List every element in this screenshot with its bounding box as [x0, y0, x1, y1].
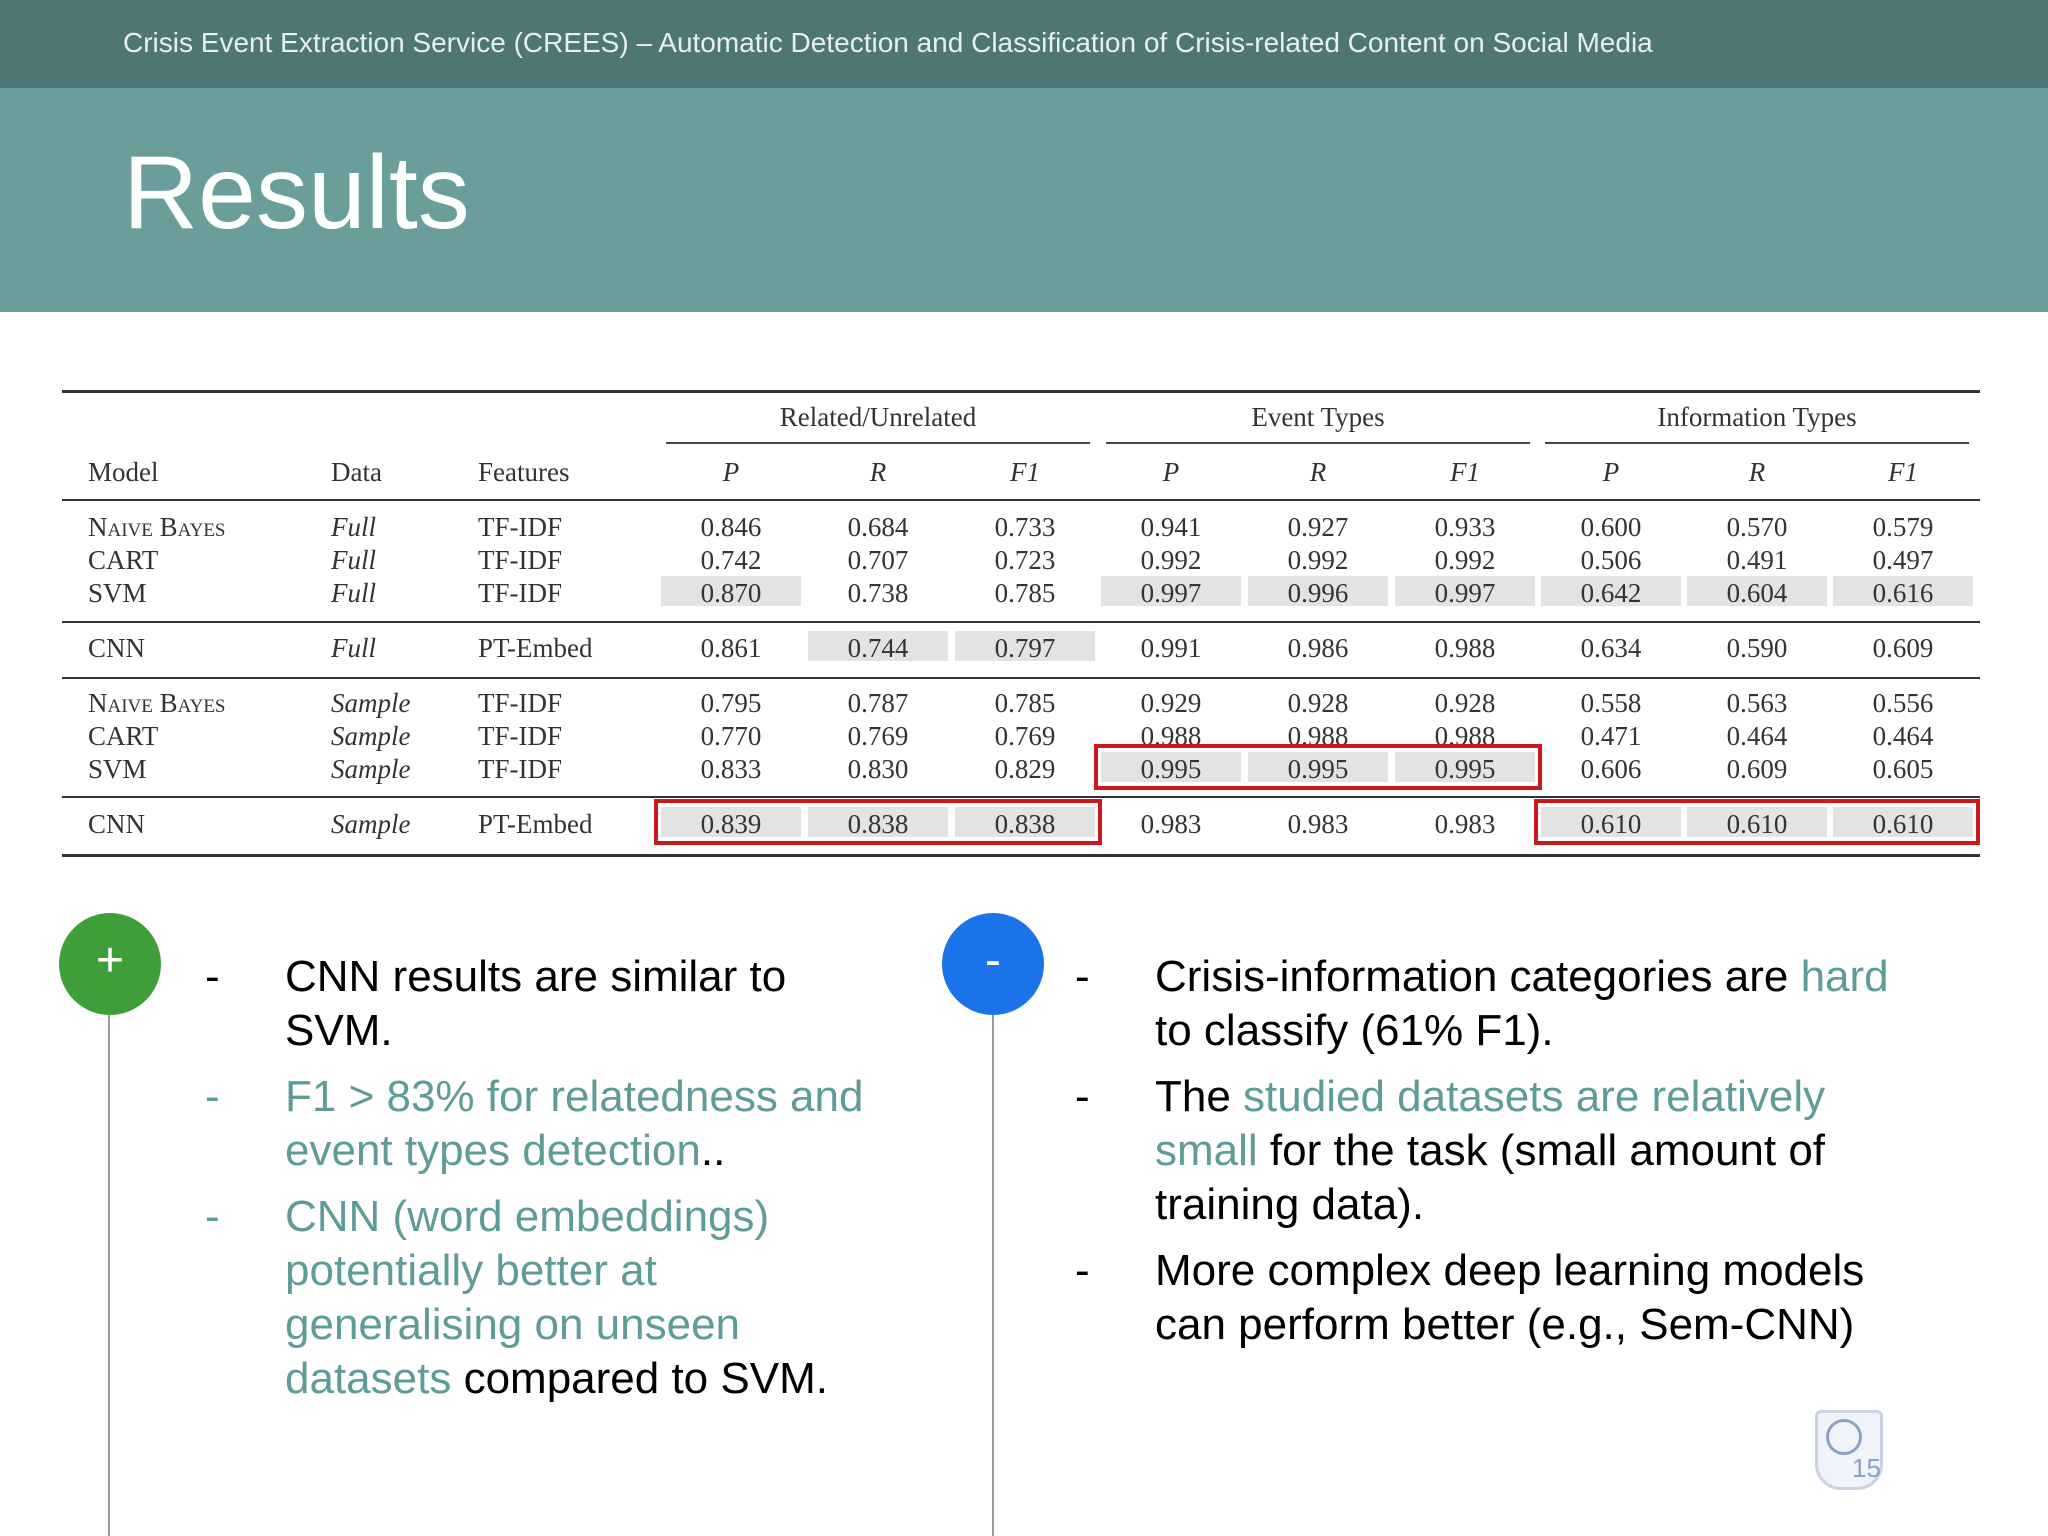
metric-value: 0.563	[1726, 688, 1788, 718]
metric-value: 0.785	[994, 578, 1056, 608]
metric-value: 0.833	[700, 754, 762, 784]
bullet-text-prefix: Crisis-information categories are	[1155, 952, 1801, 1001]
metric-value: 0.983	[1140, 809, 1202, 839]
metric-value: 0.830	[847, 754, 909, 784]
metric-value: 0.606	[1580, 754, 1642, 784]
metric-value: 0.684	[847, 512, 909, 542]
cons-bullet	[1075, 1244, 1935, 1352]
metric-value: 0.604	[1726, 578, 1788, 608]
metric-value: 0.707	[847, 545, 909, 575]
features-type: PT-Embed	[478, 633, 593, 663]
pros-timeline-line	[108, 1015, 110, 1536]
column-header: R	[869, 457, 887, 487]
model-name: Naive Bayes	[88, 512, 226, 542]
bullet-text: CNN results are similar to SVM.	[285, 952, 787, 1055]
metric-value: 0.838	[847, 809, 909, 839]
metric-value: 0.861	[700, 633, 762, 663]
data-type: Sample	[331, 754, 411, 784]
features-type: TF-IDF	[478, 721, 563, 751]
metric-value: 0.610	[1580, 809, 1642, 839]
bullet-dash: -	[205, 1072, 220, 1121]
column-header: P	[1602, 457, 1620, 487]
bullet-highlight-text: CNN (word embeddings) potentially better at generalising on unseen datasets	[285, 1192, 770, 1403]
bullet-text-prefix: The	[1155, 1072, 1244, 1121]
metric-value: 0.991	[1140, 633, 1202, 663]
data-type: Full	[331, 545, 376, 575]
data-type: Full	[331, 633, 376, 663]
metric-value: 0.610	[1872, 809, 1934, 839]
metric-value: 0.988	[1434, 721, 1496, 751]
metric-value: 0.590	[1726, 633, 1788, 663]
title-bar	[0, 88, 2048, 312]
university-logo-icon	[1815, 1410, 1883, 1490]
plus-icon: +	[59, 913, 161, 1015]
features-type: TF-IDF	[478, 688, 563, 718]
table-rule	[62, 854, 1980, 857]
model-name: CNN	[88, 809, 146, 839]
bullet-dash: -	[1075, 1246, 1090, 1295]
metric-value: 0.744	[847, 633, 909, 663]
metric-value: 0.797	[994, 633, 1056, 663]
cons-bullet	[1075, 1070, 1935, 1232]
data-type: Sample	[331, 721, 411, 751]
table-rule	[62, 677, 1980, 679]
column-header: P	[1162, 457, 1180, 487]
metric-value: 0.992	[1434, 545, 1496, 575]
top-bar	[0, 0, 2048, 88]
pros-bullet	[205, 1070, 885, 1178]
metric-value: 0.986	[1287, 633, 1349, 663]
metric-value: 0.497	[1872, 545, 1934, 575]
model-name: CART	[88, 721, 159, 751]
group-header-rule	[1545, 442, 1969, 444]
data-type: Sample	[331, 809, 411, 839]
features-type: TF-IDF	[478, 578, 563, 608]
metric-value: 0.988	[1434, 633, 1496, 663]
metric-value: 0.941	[1140, 512, 1202, 542]
features-type: TF-IDF	[478, 545, 563, 575]
metric-value: 0.742	[700, 545, 762, 575]
model-name: CART	[88, 545, 159, 575]
model-name: SVM	[88, 754, 147, 784]
metric-value: 0.928	[1434, 688, 1496, 718]
metric-value: 0.600	[1580, 512, 1642, 542]
best-result-highlight	[654, 799, 1102, 845]
table-rule	[62, 390, 1980, 393]
group-header: Event Types	[1251, 402, 1385, 432]
results-table	[62, 382, 1980, 862]
model-name: Naive Bayes	[88, 688, 226, 718]
metric-value: 0.983	[1434, 809, 1496, 839]
slide-title: Results	[123, 135, 470, 251]
column-header: P	[722, 457, 740, 487]
pros-bullet	[205, 1190, 885, 1406]
bullet-text-suffix: ..	[700, 1126, 726, 1175]
metric-value: 0.609	[1726, 754, 1788, 784]
metric-value: 0.770	[700, 721, 762, 751]
metric-value: 0.785	[994, 688, 1056, 718]
metric-value: 0.787	[847, 688, 909, 718]
metric-value: 0.491	[1726, 545, 1788, 575]
features-type: PT-Embed	[478, 809, 593, 839]
metric-value: 0.983	[1287, 809, 1349, 839]
metric-value: 0.616	[1872, 578, 1934, 608]
metric-value: 0.610	[1726, 809, 1788, 839]
bullet-dash: -	[205, 952, 220, 1001]
metric-value: 0.846	[700, 512, 762, 542]
bullet-highlight-text: studied datasets are relatively small	[1155, 1072, 1826, 1175]
column-header: Data	[331, 457, 382, 487]
page-number: 15	[1852, 1453, 1881, 1483]
metric-value: 0.933	[1434, 512, 1496, 542]
bullet-highlight-text: F1 > 83% for relatedness and event types detection	[285, 1072, 864, 1175]
best-result-highlight	[1534, 799, 1980, 845]
metric-value: 0.464	[1872, 721, 1934, 751]
bullet-text-suffix: to classify (61% F1).	[1155, 1006, 1554, 1055]
bullet-dash: -	[1075, 952, 1090, 1001]
column-header: R	[1748, 457, 1766, 487]
metric-value: 0.570	[1726, 512, 1788, 542]
metric-value: 0.996	[1287, 578, 1349, 608]
cons-timeline-line	[992, 1015, 994, 1536]
group-header-rule	[666, 442, 1090, 444]
metric-value: 0.995	[1287, 754, 1349, 784]
metric-value: 0.992	[1287, 545, 1349, 575]
metric-value: 0.642	[1580, 578, 1642, 608]
data-type: Full	[331, 578, 376, 608]
metric-value: 0.838	[994, 809, 1056, 839]
data-type: Full	[331, 512, 376, 542]
metric-value: 0.988	[1287, 721, 1349, 751]
metric-value: 0.795	[700, 688, 762, 718]
bullet-text: More complex deep learning models can perform better (e.g., Sem-CNN)	[1155, 1246, 1865, 1349]
metric-value: 0.870	[700, 578, 762, 608]
bullet-text-suffix: compared to SVM.	[451, 1354, 828, 1403]
column-header: F1	[1010, 457, 1040, 487]
metric-value: 0.829	[994, 754, 1056, 784]
cons-list	[1075, 950, 1935, 1364]
bullet-dash: -	[1075, 1072, 1090, 1121]
data-type: Sample	[331, 688, 411, 718]
column-header: R	[1309, 457, 1327, 487]
metric-value: 0.839	[700, 809, 762, 839]
metric-value: 0.929	[1140, 688, 1202, 718]
metric-value: 0.995	[1140, 754, 1202, 784]
metric-value: 0.556	[1872, 688, 1934, 718]
metric-value: 0.997	[1140, 578, 1202, 608]
metric-value: 0.634	[1580, 633, 1642, 663]
metric-value: 0.471	[1580, 721, 1642, 751]
group-header-rule	[1106, 442, 1530, 444]
logo-ring	[1826, 1419, 1862, 1455]
metric-value: 0.733	[994, 512, 1056, 542]
features-type: TF-IDF	[478, 512, 563, 542]
bullet-highlight-text: hard	[1800, 952, 1889, 1001]
metric-value: 0.927	[1287, 512, 1349, 542]
metric-value: 0.506	[1580, 545, 1642, 575]
table-rule	[62, 499, 1980, 501]
model-name: SVM	[88, 578, 147, 608]
metric-value: 0.769	[994, 721, 1056, 751]
metric-value: 0.464	[1726, 721, 1788, 751]
table-rule	[62, 796, 1980, 798]
group-header: Information Types	[1657, 402, 1857, 432]
pros-bullet	[205, 950, 885, 1058]
minus-icon: -	[942, 913, 1044, 1015]
column-header: Features	[478, 457, 570, 487]
presentation-subtitle: Crisis Event Extraction Service (CREES) – Automatic Detection and Classification of Crisis-related Content on Social Media	[123, 27, 1653, 58]
metric-value: 0.723	[994, 545, 1056, 575]
metric-value: 0.579	[1872, 512, 1934, 542]
metric-value: 0.988	[1140, 721, 1202, 751]
metric-value: 0.769	[847, 721, 909, 751]
metric-value: 0.558	[1580, 688, 1642, 718]
column-header: Model	[88, 457, 159, 487]
metric-value: 0.738	[847, 578, 909, 608]
metric-value: 0.992	[1140, 545, 1202, 575]
bullet-dash: -	[205, 1192, 220, 1241]
best-result-highlight	[1094, 744, 1542, 790]
metric-value: 0.995	[1434, 754, 1496, 784]
metric-value: 0.605	[1872, 754, 1934, 784]
table-rule	[62, 621, 1980, 623]
features-type: TF-IDF	[478, 754, 563, 784]
metric-value: 0.609	[1872, 633, 1934, 663]
group-header: Related/Unrelated	[779, 402, 977, 432]
metric-value: 0.928	[1287, 688, 1349, 718]
metric-value: 0.997	[1434, 578, 1496, 608]
model-name: CNN	[88, 633, 146, 663]
column-header: F1	[1450, 457, 1480, 487]
pros-list	[205, 950, 885, 1418]
column-header: F1	[1888, 457, 1918, 487]
cons-bullet	[1075, 950, 1935, 1058]
bullet-text-suffix: for the task (small amount of training data).	[1155, 1126, 1826, 1229]
